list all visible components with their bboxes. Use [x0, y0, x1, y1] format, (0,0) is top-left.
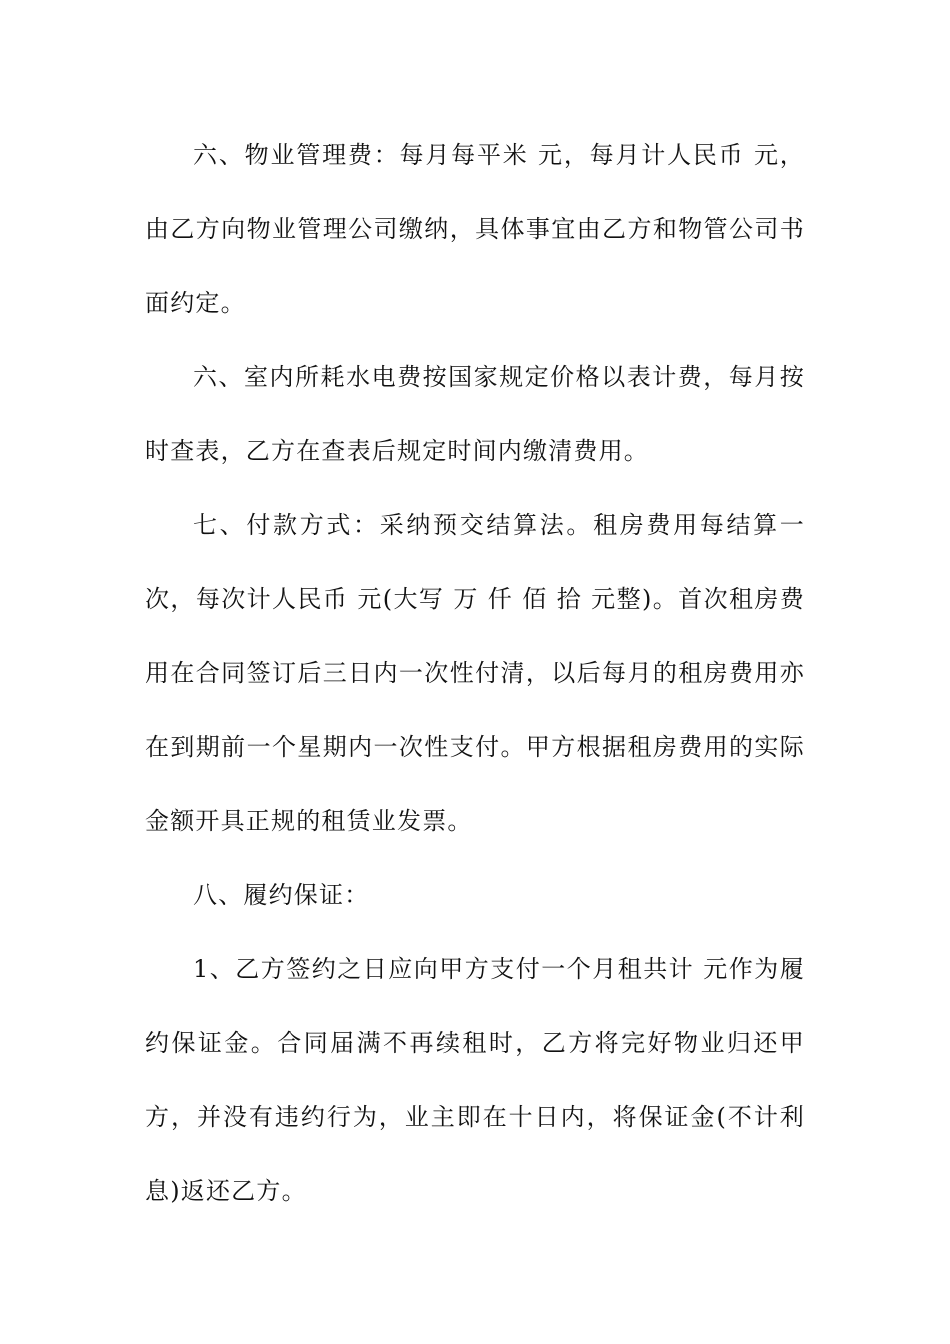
- paragraph-payment-method: 七、付款方式：采纳预交结算法。租房费用每结算一次，每次计人民币 元(大写 万 仟 佰 拾 元整)。首次租房费用在合同签订后三日内一次性付清，以后每月的租房费用亦在到期前一个星期内一次性支付。甲方根据租房费用的实际金额开具正规的租赁业发票。: [145, 511, 805, 835]
- paragraph-performance-guarantee-heading: 八、履约保证：: [193, 881, 370, 909]
- paragraph-property-fee: 六、物业管理费：每月每平米 元，每月计人民币 元，由乙方向物业管理公司缴纳，具体事宜由乙方和物管公司书面约定。: [145, 141, 805, 317]
- paragraph-deposit-clause: 1、乙方签约之日应向甲方支付一个月租共计 元作为履约保证金。合同届满不再续租时，乙方将完好物业归还甲方，并没有违约行为，业主即在十日内，将保证金(不计利息)返还乙方。: [145, 955, 805, 1205]
- document-page: [145, 118, 805, 1228]
- paragraph-utilities: 六、室内所耗水电费按国家规定价格以表计费，每月按时查表，乙方在查表后规定时间内缴清费用。: [145, 363, 805, 465]
